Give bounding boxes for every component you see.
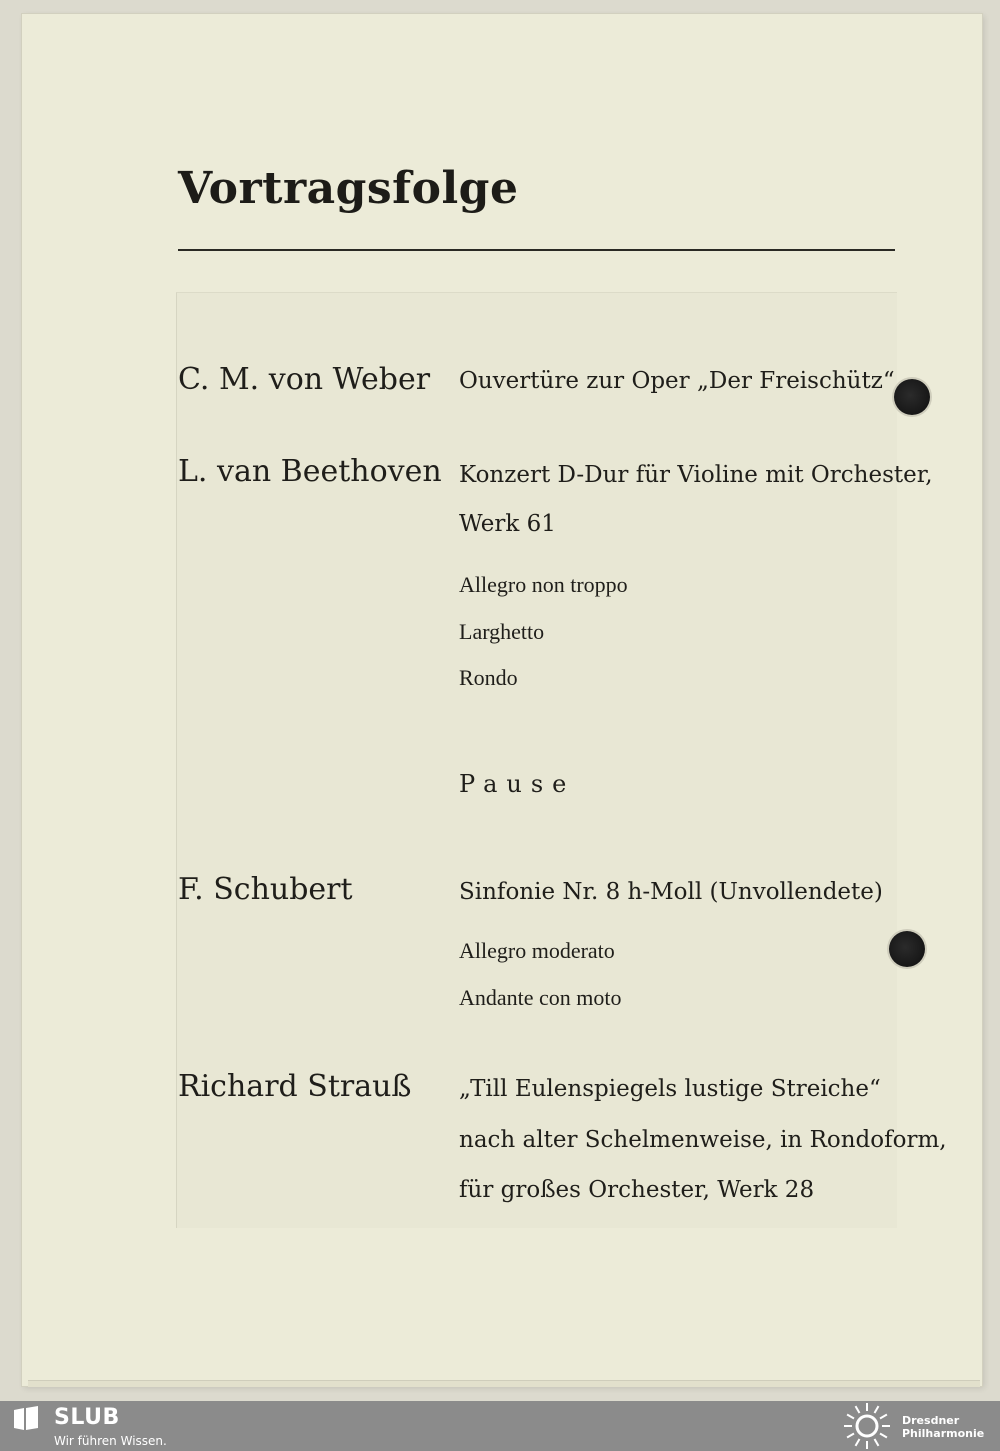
movement-schubert-2: Andante con moto [459, 985, 622, 1010]
work-beethoven-line1: Konzert D-Dur für Violine mit Orchester, [459, 462, 933, 488]
philharmonie-sunburst-icon [842, 1403, 892, 1449]
movement-schubert-1: Allegro moderato [459, 938, 615, 963]
slub-name[interactable]: SLUB [54, 1405, 120, 1430]
composer-beethoven: L. van Beethoven [178, 454, 442, 489]
work-strauss-line3: für großes Orchester, Werk 28 [459, 1177, 815, 1203]
slub-tagline: Wir führen Wissen. [54, 1434, 167, 1448]
movement-beethoven-1: Allegro non troppo [459, 572, 628, 597]
work-strauss-line1: „Till Eulenspiegels lustige Streiche“ [459, 1076, 881, 1102]
philharmonie-name-line2: Philharmonie [902, 1427, 985, 1440]
movement-beethoven-3: Rondo [459, 665, 518, 690]
philharmonie-name[interactable] [902, 1414, 998, 1440]
slub-book-icon [12, 1406, 40, 1432]
movement-beethoven-2: Larghetto [459, 619, 545, 644]
work-weber: Ouvertüre zur Oper „Der Freischütz“ [459, 368, 895, 394]
punch-hole-bottom [889, 931, 925, 967]
page-title: Vortragsfolge [178, 163, 519, 214]
philharmonie-name-line1: Dresdner [902, 1414, 960, 1427]
work-schubert: Sinfonie Nr. 8 h-Moll (Unvollendete) [459, 879, 883, 905]
page-edge [28, 1380, 980, 1387]
composer-weber: C. M. von Weber [178, 362, 431, 397]
work-strauss-line2: nach alter Schelmenweise, in Rondoform, [459, 1127, 947, 1153]
work-beethoven-line2: Werk 61 [459, 511, 556, 537]
composer-strauss: Richard Strauß [178, 1069, 412, 1104]
punch-hole-top [894, 379, 930, 415]
intermission-label: Pause [459, 770, 576, 798]
composer-schubert: F. Schubert [178, 872, 353, 907]
title-rule [178, 249, 895, 251]
